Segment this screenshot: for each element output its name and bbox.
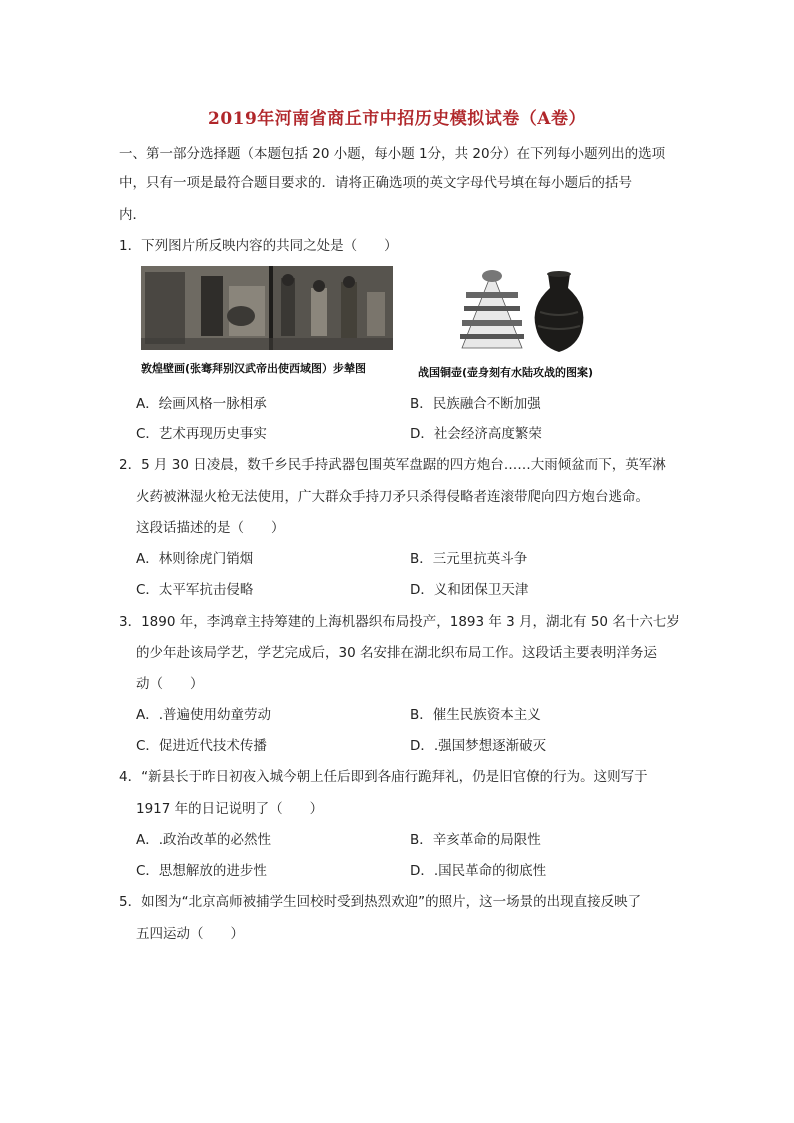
q3-option-a: A．.普遍使用幼童劳动	[136, 707, 272, 723]
q5-line-1: 5．如图为“北京高师被捕学生回校时受到热烈欢迎”的照片，这一场景的出现直接反映了	[119, 894, 642, 910]
mural-image	[141, 266, 393, 350]
instruction-line-3: 内．	[119, 207, 146, 223]
q2-line-1: 2．5 月 30 日凌晨，数千乡民手持武器包围英军盘踞的四方炮台……大雨倾盆而下，英军淋	[119, 457, 666, 473]
q4-option-d: D．.国民革命的彻底性	[410, 863, 547, 879]
mural-caption: 敦煌壁画(张骞拜别汉武帝出使西域图）步辇图	[141, 362, 367, 375]
q3-option-b: B．催生民族资本主义	[410, 707, 541, 723]
q1-stem: 1．下列图片所反映内容的共同之处是（ ）	[119, 238, 398, 254]
q3-line-1: 3．1890 年，李鸿章主持筹建的上海机器织布局投产，1893 年 3 月，湖北有 50 名十六七岁	[119, 614, 680, 630]
q5-line-2: 五四运动（ ）	[136, 926, 244, 942]
bronze-vessel-image	[452, 262, 592, 358]
q2-option-a: A．林则徐虎门销烟	[136, 551, 254, 567]
instruction-line-1: 一、第一部分选择题（本题包括 20 小题，每小题 1分，共 20分）在下列每小题列出的选项	[119, 146, 666, 162]
q1-option-b: B．民族融合不断加强	[410, 396, 541, 412]
instruction-line-2: 中，只有一项是最符合题目要求的．请将正确选项的英文字母代号填在每小题后的括号	[119, 175, 632, 191]
bronze-caption: 战国铜壶(壶身刻有水陆攻战的图案)	[418, 366, 594, 379]
q4-line-1: 4．“新县长于昨日初夜入城今朝上任后即到各庙行跪拜礼，仍是旧官僚的行为。这则写于	[119, 769, 648, 785]
q2-line-2: 火药被淋湿火枪无法使用，广大群众手持刀矛只杀得侵略者连滚带爬向四方炮台逃命。	[136, 489, 649, 505]
q2-line-3: 这段话描述的是（ ）	[136, 520, 285, 536]
q4-option-c: C．思想解放的进步性	[136, 863, 267, 879]
q4-option-b: B．辛亥革命的局限性	[410, 832, 541, 848]
q4-line-2: 1917 年的日记说明了（ ）	[136, 801, 324, 817]
q3-line-3: 动（ ）	[136, 676, 204, 692]
q4-option-a: A．.政治改革的必然性	[136, 832, 272, 848]
page-title: 2019年河南省商丘市中招历史模拟试卷（A卷）	[207, 109, 586, 129]
q2-option-c: C．太平军抗击侵略	[136, 582, 254, 598]
q3-line-2: 的少年赴该局学艺，学艺完成后，30 名安排在湖北织布局工作。这段话主要表明洋务运	[136, 645, 657, 661]
q2-option-b: B．三元里抗英斗争	[410, 551, 528, 567]
q3-option-c: C．促进近代技术传播	[136, 738, 267, 754]
q1-option-c: C．艺术再现历史事实	[136, 426, 267, 442]
q3-option-d: D．.强国梦想逐渐破灭	[410, 738, 547, 754]
q1-option-a: A．绘画风格一脉相承	[136, 396, 267, 412]
q1-option-d: D．社会经济高度繁荣	[410, 426, 542, 442]
q2-option-d: D．义和团保卫天津	[410, 582, 529, 598]
